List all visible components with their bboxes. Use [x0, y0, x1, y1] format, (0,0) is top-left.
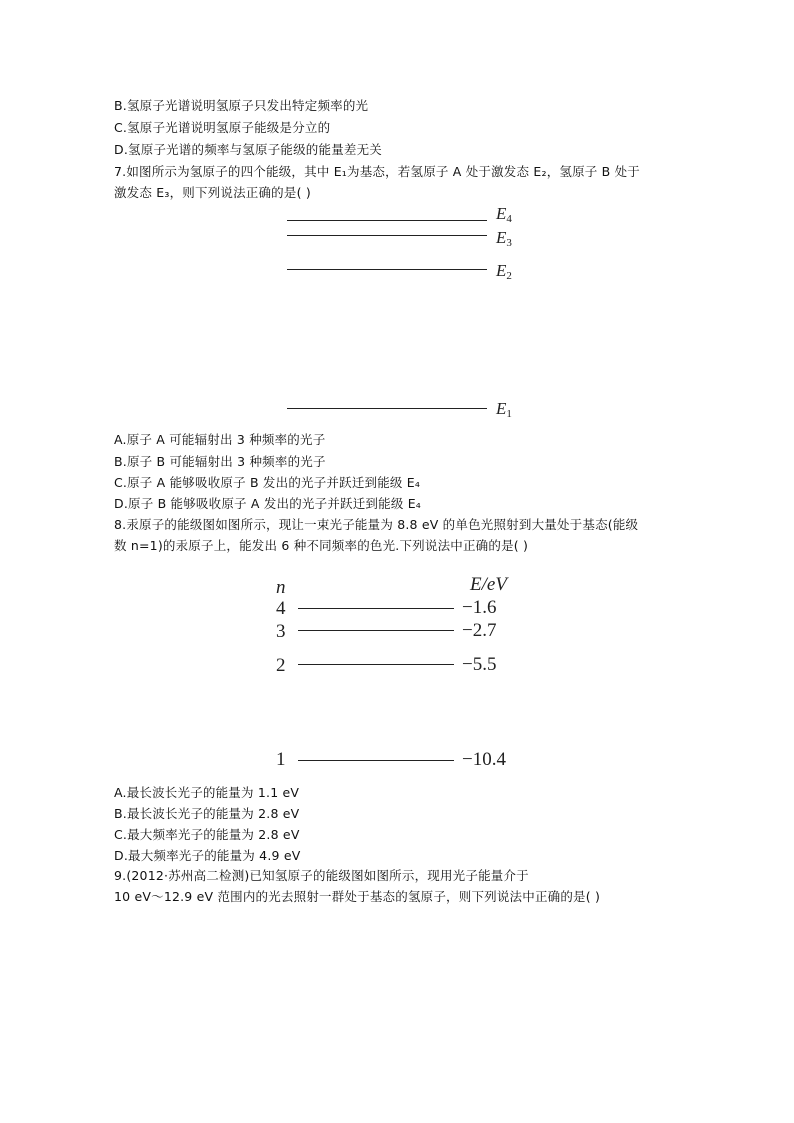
- q7-stem-line2: 激发态 E₃，则下列说法正确的是( ): [114, 185, 311, 200]
- level-line-3: [298, 630, 454, 631]
- level-line-e4: [287, 220, 487, 221]
- level-energy-3: −2.7: [462, 620, 497, 641]
- q8-option-b: B.最长波长光子的能量为 2.8 eV: [114, 806, 300, 821]
- level-n-1: 1: [276, 749, 286, 770]
- level-label-e3: $E_3$: [496, 228, 512, 249]
- level-energy-2: −5.5: [462, 654, 497, 675]
- q6-option-c: C.氢原子光谱说明氢原子能级是分立的: [114, 120, 331, 135]
- level-label-e4: $E_4$: [496, 204, 512, 225]
- q8-stem-line2: 数 n=1)的汞原子上，能发出 6 种不同频率的色光.下列说法中正确的是( ): [114, 538, 529, 553]
- q6-option-b: B.氢原子光谱说明氢原子只发出特定频率的光: [114, 98, 369, 113]
- q7-option-d: D.原子 B 能够吸收原子 A 发出的光子并跃迁到能级 E₄: [114, 496, 422, 511]
- q7-option-a: A.原子 A 可能辐射出 3 种频率的光子: [114, 432, 326, 447]
- energy-axis-header: E/eV: [470, 574, 507, 595]
- q9-stem-line1: 9.(2012·苏州高二检测)已知氢原子的能级图如图所示，现用光子能量介于: [114, 868, 529, 883]
- level-label-e2: $E_2$: [496, 261, 512, 282]
- q7-option-c: C.原子 A 能够吸收原子 B 发出的光子并跃迁到能级 E₄: [114, 475, 421, 490]
- q8-option-a: A.最长波长光子的能量为 1.1 eV: [114, 785, 300, 800]
- q7-stem-line1: 7.如图所示为氢原子的四个能级，其中 E₁为基态，若氢原子 A 处于激发态 E₂，氢原子 B 处于: [114, 164, 641, 179]
- level-n-4: 4: [276, 598, 286, 619]
- level-line-e3: [287, 235, 487, 236]
- level-line-4: [298, 608, 454, 609]
- q8-option-c: C.最大频率光子的能量为 2.8 eV: [114, 827, 300, 842]
- level-line-e2: [287, 269, 487, 270]
- q8-option-d: D.最大频率光子的能量为 4.9 eV: [114, 848, 301, 863]
- level-line-1: [298, 760, 454, 761]
- level-n-2: 2: [276, 655, 286, 676]
- level-label-e1: $E_1$: [496, 399, 512, 420]
- level-line-2: [298, 664, 454, 665]
- q9-stem-line2: 10 eV～12.9 eV 范围内的光去照射一群处于基态的氢原子，则下列说法中正确的是( ): [114, 889, 601, 904]
- q6-option-d: D.氢原子光谱的频率与氢原子能级的能量差无关: [114, 142, 382, 157]
- q7-option-b: B.原子 B 可能辐射出 3 种频率的光子: [114, 454, 326, 469]
- q8-stem-line1: 8.汞原子的能级图如图所示，现让一束光子能量为 8.8 eV 的单色光照射到大量处于基态(能级: [114, 517, 639, 532]
- level-energy-1: −10.4: [462, 749, 506, 770]
- n-axis-header: n: [276, 577, 286, 598]
- level-n-3: 3: [276, 621, 286, 642]
- level-energy-4: −1.6: [462, 597, 497, 618]
- level-line-e1: [287, 408, 487, 409]
